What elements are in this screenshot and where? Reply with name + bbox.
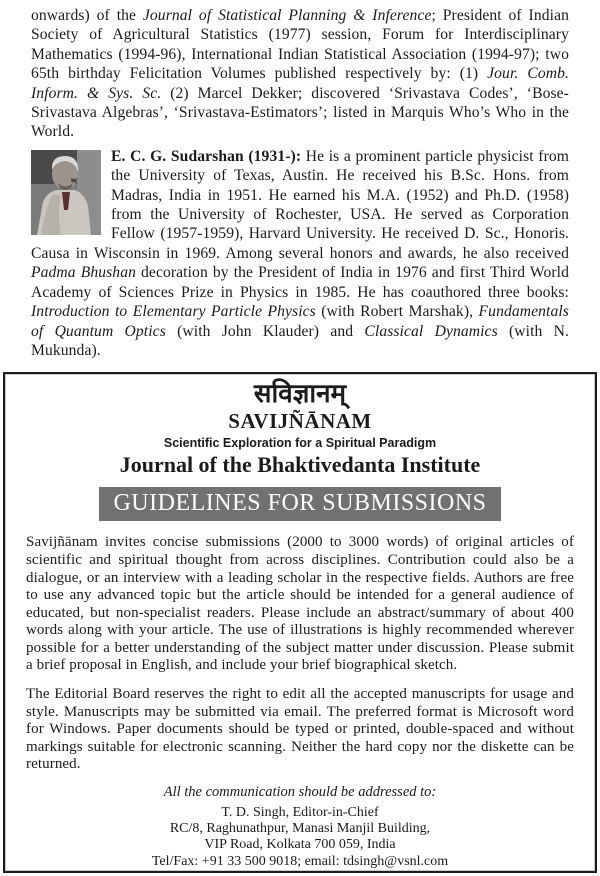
journal-subtitle: Journal of the Bhaktivedanta Institute [119,452,481,478]
text-segment: Journal of Statistical Planning & Inference [142,7,432,24]
text-segment: E. C. G. Sudarshan (1931-): [111,147,302,165]
address-line: VIP Road, Kolkata 700 059, India [204,837,396,853]
journal-devanagari-title: सविज्ञानम् [253,379,347,410]
text-segment: Jour. Comb. Inform. & Sys. Sc. [31,65,569,102]
sudarshan-portrait-photo [31,150,101,235]
journal-announcement-box [3,372,597,873]
address-line: T. D. Singh, Editor-in-Chief [221,805,379,821]
top-text-section [0,0,600,360]
text-segment: Padma Bhushan [31,264,136,282]
text-segment: He is a prominent particle physicist from the University of Texas, Austin. He received his B.Sc. Hons. from Madras, India in 1951. He earned his M.A. (1952) and Ph.D. (1958) from the University of Rochester, USA. He served as Corporation Fellow (1957-1959), Harvard University. He received D. Sc., Honoris. Causa in Wisconsin in 1969. Among several honors and awards, he also received [31,147,569,262]
text-segment: Introduction to Elementary Particle Physics [31,303,316,321]
sudarshan-bio-paragraph [31,147,569,360]
guidelines-banner-row [5,479,595,521]
text-segment: onwards) of the [31,7,143,24]
guidelines-banner: GUIDELINES FOR SUBMISSIONS [99,487,500,521]
text-segment: (with John Klauder) and [165,322,365,340]
srivastava-bio-continued-paragraph [31,6,569,142]
journal-tagline: Scientific Exploration for a Spiritual Paradigm [163,436,437,451]
text-segment: ; President of Indian Society of Agricultural Statistics (1977) session, Forum for Interdisciplinary Mathematics (1994-96), International Indian Statistical Association (1994-97); two 65th birthday Felicitation Volumes published respectively by: (1) [31,7,569,83]
address-line: RC/8, Raghunathpur, Manasi Manjil Building, [169,821,431,837]
text-segment: (2) Marcel Dekker; discovered ‘Srivastava Codes’, ‘Bose-Srivastava Algebras’, ‘Srivastava-Estimators’; listed in Marquis Who’s Who in the World. [31,84,569,141]
address-intro-line: All the communication should be addressed to: [163,784,437,801]
text-segment: decoration by the President of India in 1976 and first Third World Academy of Sciences Prize in Physics in 1985. He has coauthored three books: [31,264,569,301]
editor-address-block [5,805,595,870]
text-segment: Fundamentals of Quantum Optics [31,303,569,340]
journal-transliterated-title: SAVIJÑĀNAM [228,409,372,434]
text-segment: (with N. Mukunda). [31,322,570,359]
editorial-policy-paragraph: The Editorial Board reserves the right to edit all the accepted manuscripts for usage and style. Manuscripts may be submitted via email. The preferred format is Microsoft word for Windows. Paper documents should be typed or printed, double-spaced and without markings suitable for electronic scanning. Neither the hard copy nor the diskette can be returned. [26,686,574,773]
text-segment: Classical Dynamics [364,322,498,340]
text-segment: (with Robert Marshak), [315,303,479,321]
submission-guidelines-paragraph: Savijñānam invites concise submissions (2000 to 3000 words) of original articles of scientific and spiritual thought from across disciplines. Contribution could also be a dialogue, or an interview with a leading scholar in the respective fields. Authors are free to use any advanced topic but the article should be intended for a general audience of educated, but non-specialist readers. Please include an abstract/summary of about 400 words along with your article. The use of illustrations is highly recommended wherever possible for a better understanding of the subject matter under discussion. Please submit a brief proposal in English, and include your brief biographical sketch. [26,534,574,674]
address-line: Tel/Fax: +91 33 500 9018; email: tdsingh@vsnl.com [151,853,449,869]
